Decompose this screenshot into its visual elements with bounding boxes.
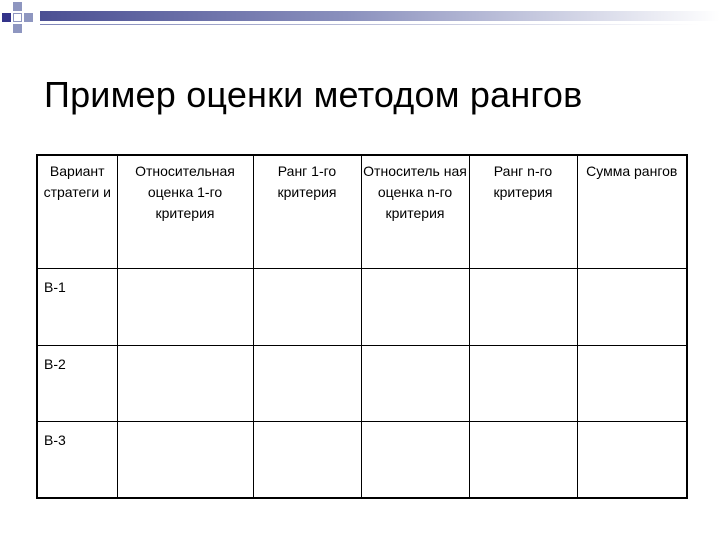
slide-title: Пример оценки методом рангов <box>44 74 583 115</box>
header-cell: Ранг n-го критерия <box>469 155 577 268</box>
table-cell <box>253 421 361 498</box>
square-icon <box>24 13 33 22</box>
table-row <box>37 345 687 421</box>
row-label: В-3 <box>37 421 117 498</box>
table-cell <box>361 345 469 421</box>
table-cell <box>253 345 361 421</box>
square-icon <box>13 13 22 22</box>
table-cell <box>361 268 469 345</box>
header-cell: Относительная оценка 1-го критерия <box>117 155 253 268</box>
ranking-table <box>36 154 688 499</box>
table-cell <box>117 268 253 345</box>
table-row <box>37 421 687 498</box>
square-icon <box>13 24 22 33</box>
table-cell <box>117 345 253 421</box>
header-cell: Вариант стратеги и <box>37 155 117 268</box>
table-cell <box>117 421 253 498</box>
header-cell: Сумма рангов <box>577 155 687 268</box>
header-gradient-band <box>40 11 720 21</box>
decorative-squares <box>0 0 40 40</box>
header-divider-line <box>40 24 700 25</box>
table-cell <box>361 421 469 498</box>
header-cell: Ранг 1-го критерия <box>253 155 361 268</box>
table-cell <box>469 268 577 345</box>
square-icon <box>2 13 11 22</box>
table-cell <box>577 345 687 421</box>
table-cell <box>577 268 687 345</box>
header-cell: Относитель ная оценка n-го критерия <box>361 155 469 268</box>
table-cell <box>577 421 687 498</box>
table-row <box>37 268 687 345</box>
table-cell <box>253 268 361 345</box>
row-label: В-2 <box>37 345 117 421</box>
table-header-row <box>37 155 687 268</box>
square-icon <box>13 2 22 11</box>
table-cell <box>469 421 577 498</box>
row-label: В-1 <box>37 268 117 345</box>
table-cell <box>469 345 577 421</box>
